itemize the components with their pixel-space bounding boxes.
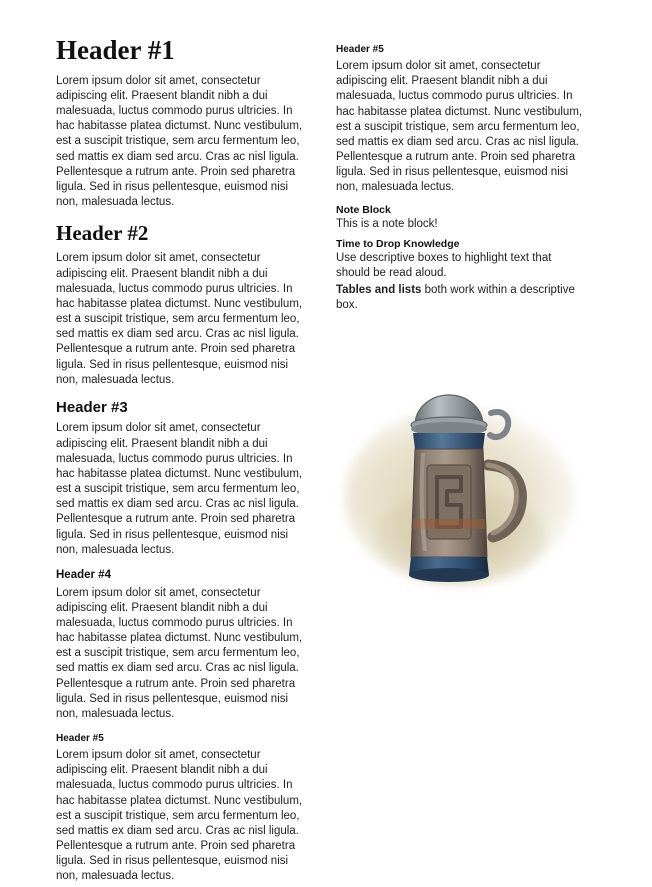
header-5-right: Header #5 bbox=[336, 44, 384, 55]
header-4: Header #4 bbox=[56, 568, 111, 581]
body-paragraph-4: Lorem ipsum dolor sit amet, consectetur adipiscing elit. Praesent blandit nibh a dui malesuada, luctus commodo purus ultricies. In hac habitasse platea dictumst. Nunc vestibulum, est a suscipit tristique, sem arcu fermentum leo, sed mattis ex diam sed arcu. Cras ac nisl ligula. Pellentesque a rutrum ante. Proin sed pharetra ligula. Sed in risus pellentesque, euismod nisi non, malesuada lectus. bbox=[56, 586, 303, 720]
left-column bbox=[56, 36, 308, 887]
beer-stein-illustration bbox=[336, 371, 588, 621]
stein-drawing bbox=[387, 379, 537, 614]
body-paragraph-3: Lorem ipsum dolor sit amet, consectetur adipiscing elit. Praesent blandit nibh a dui malesuada, luctus commodo purus ultricies. In hac habitasse platea dictumst. Nunc vestibulum, est a suscipit tristique, sem arcu fermentum leo, sed mattis ex diam sed arcu. Cras ac nisl ligula. Pellentesque a rutrum ante. Proin sed pharetra ligula. Sed in risus pellentesque, euismod nisi non, malesuada lectus. bbox=[56, 422, 303, 556]
note-block-text: This is a note block! bbox=[336, 217, 438, 230]
descriptive-box-rest: both work within a descriptive box. bbox=[336, 284, 575, 312]
header-1: Header #1 bbox=[56, 35, 175, 65]
header-3: Header #3 bbox=[56, 398, 128, 416]
body-paragraph-1: Lorem ipsum dolor sit amet, consectetur adipiscing elit. Praesent blandit nibh a dui malesuada, luctus commodo purus ultricies. In hac habitasse platea dictumst. Nunc vestibulum, est a suscipit tristique, sem arcu fermentum leo, sed mattis ex diam sed arcu. Cras ac nisl ligula. Pellentesque a rutrum ante. Proin sed pharetra ligula. Sed in risus pellentesque, euismod nisi non, malesuada lectus. bbox=[56, 74, 303, 209]
descriptive-box-lead: Tables and lists bbox=[336, 284, 422, 297]
body-paragraph-2: Lorem ipsum dolor sit amet, consectetur adipiscing elit. Praesent blandit nibh a dui malesuada, luctus commodo purus ultricies. In hac habitasse platea dictumst. Nunc vestibulum, est a suscipit tristique, sem arcu fermentum leo, sed mattis ex diam sed arcu. Cras ac nisl ligula. Pellentesque a rutrum ante. Proin sed pharetra ligula. Sed in risus pellentesque, euismod nisi non, malesuada lectus. bbox=[56, 252, 303, 386]
descriptive-box-text: Use descriptive boxes to highlight text that should be read aloud. bbox=[336, 251, 552, 279]
right-column bbox=[336, 36, 588, 621]
stein-thumb-lever bbox=[490, 413, 508, 438]
stein-svg bbox=[387, 379, 537, 609]
stein-base-foot bbox=[409, 568, 489, 582]
stein-collar bbox=[413, 433, 485, 449]
header-5: Header #5 bbox=[56, 733, 104, 745]
descriptive-box-list-note bbox=[336, 283, 588, 313]
body-paragraph-5: Lorem ipsum dolor sit amet, consectetur adipiscing elit. Praesent blandit nibh a dui malesuada, luctus commodo purus ultricies. In hac habitasse platea dictumst. Nunc vestibulum, est a suscipit tristique, sem arcu fermentum leo, sed mattis ex diam sed arcu. Cras ac nisl ligula. Pellentesque a rutrum ante. Proin sed pharetra ligula. Sed in risus pellentesque, euismod nisi non, malesuada lectus. bbox=[56, 749, 303, 883]
header-2: Header #2 bbox=[56, 221, 149, 246]
descriptive-box-title: Time to Drop Knowledge bbox=[336, 237, 460, 250]
two-column-layout bbox=[56, 36, 612, 887]
body-paragraph-right: Lorem ipsum dolor sit amet, consectetur adipiscing elit. Praesent blandit nibh a dui malesuada, luctus commodo purus ultricies. In hac habitasse platea dictumst. Nunc vestibulum, est a suscipit tristique, sem arcu fermentum leo, sed mattis ex diam sed arcu. Cras ac nisl ligula. Pellentesque a rutrum ante. Proin sed pharetra ligula. Sed in risus pellentesque, euismod nisi non, malesuada lectus. bbox=[336, 60, 583, 194]
note-block-title: Note Block bbox=[336, 203, 391, 216]
